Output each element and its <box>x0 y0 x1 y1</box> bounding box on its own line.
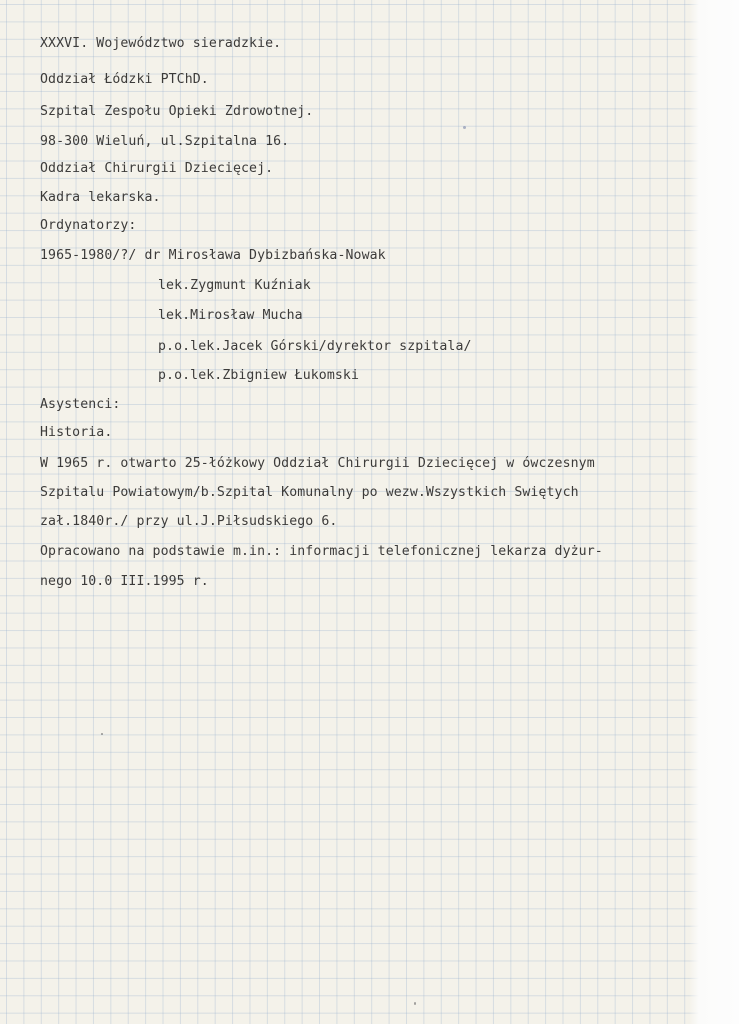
history-text-line-1: W 1965 r. otwarto 25-łóżkowy Oddział Chirurgii Dziecięcej w ówczesnym <box>40 456 595 471</box>
history-text-line-2: Szpitalu Powiatowym/b.Szpital Komunalny po wezw.Wszystkich Swiętych <box>40 485 579 500</box>
medical-staff-heading: Kadra lekarska. <box>40 190 161 205</box>
society-branch: Oddział Łódzki PTChD. <box>40 72 209 87</box>
ink-speck <box>463 126 466 129</box>
history-heading: Historia. <box>40 425 113 440</box>
head-entry-4: p.o.lek.Jacek Górski/dyrektor szpitala/ <box>158 339 472 354</box>
history-text-line-3: zał.1840r./ przy ul.J.Piłsudskiego 6. <box>40 514 338 529</box>
head-entry-1: 1965-1980/?/ dr Mirosława Dybizbańska-Nowak <box>40 248 386 263</box>
hospital-address: 98-300 Wieluń, ul.Szpitalna 16. <box>40 134 290 149</box>
heads-heading: Ordynatorzy: <box>40 218 137 233</box>
hospital-name: Szpital Zespołu Opieki Zdrowotnej. <box>40 104 314 119</box>
ink-speck <box>101 733 103 735</box>
ink-speck <box>414 1002 416 1005</box>
section-heading: XXXVI. Województwo sieradzkie. <box>40 36 282 51</box>
source-note-line-2: nego 10.0 III.1995 r. <box>40 574 209 589</box>
head-entry-2: lek.Zygmunt Kuźniak <box>158 278 311 293</box>
department-name: Oddział Chirurgii Dziecięcej. <box>40 161 274 176</box>
head-entry-3: lek.Mirosław Mucha <box>158 308 303 323</box>
assistants-heading: Asystenci: <box>40 397 121 412</box>
head-entry-5: p.o.lek.Zbigniew Łukomski <box>158 368 359 383</box>
source-note-line-1: Opracowano na podstawie m.in.: informacji telefonicznej lekarza dyżur- <box>40 544 603 559</box>
